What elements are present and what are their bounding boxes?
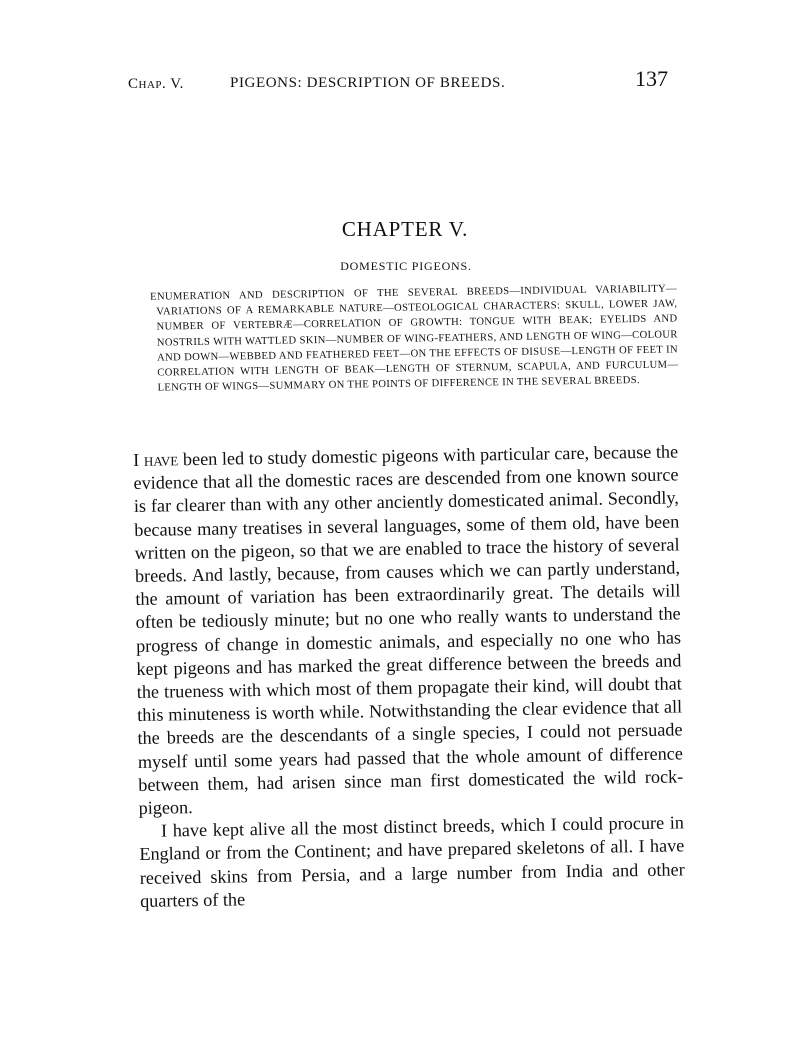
paragraph-2: I have kept alive all the most distinct breeds, which I could procure in England or from the Continent; and have prepared skeletons of all. I have received skins from Persia, and a large number from India and other quarters of the [139, 812, 685, 911]
paragraph-lead: I have [133, 449, 179, 470]
chapter-synopsis: ENUMERATION AND DESCRIPTION OF THE SEVERAL BREEDS—INDIVIDUAL VARIABILITY—VARIATIONS OF A REMARKABLE NATURE—OSTEOLOGICAL CHARACTERS: SKULL, LOWER JAW, NUMBER OF VERTEBRÆ—CORRELATION OF GROWTH: TONGUE WITH BEAK; EYELIDS AND NOSTRILS WITH WATTLED SKIN—NUMBER OF WING-FEATHERS, AND LENGTH OF WING—COLOUR AND DOWN—WEBBED AND FEATHERED FEET—ON THE EFFECTS OF DISUSE—LENGTH OF FEET IN CORRELATION WITH LENGTH OF BEAK—LENGTH OF STERNUM, SCAPULA, AND FURCULUM—LENGTH OF WINGS—SUMMARY ON THE POINTS OF DIFFERENCE IN THE SEVERAL BREEDS. [150, 283, 679, 394]
paragraph-1-text: been led to study domestic pigeons with particular care, because the evidence that all the domestic races are descended from one known source is far clearer than with any other anciently domesticated animal. Secondly, because many treatises in several languages, some of them old, have been written on the pigeon, so that we are enabled to trace the history of several breeds. And lastly, because, from causes which we can partly understand, the amount of variation has been extraordinarily great. The details will often be tediously minute; but no one who really wants to understand the progress of change in domestic animals, and especially no one who has kept pigeons and has marked the great difference between the breeds and the trueness with which most of them propagate their kind, will doubt that this minuteness is worth while. Notwithstanding the clear evidence that all the breeds are the descendants of a single species, I could not persuade myself until some years had passed that the whole amount of difference between them, had arisen since man first domesticated the wild rock-pigeon. [133, 441, 684, 819]
running-head-chapter: Chap. V. [128, 76, 184, 92]
chapter-title: CHAPTER V. [341, 217, 469, 241]
paragraph-1 [133, 440, 684, 820]
body-text [133, 440, 685, 913]
running-head [128, 66, 668, 96]
running-head-title: PIGEONS: DESCRIPTION OF BREEDS. [230, 75, 506, 91]
chapter-subtitle: DOMESTIC PIGEONS. [340, 259, 472, 273]
page-number: 137 [635, 66, 668, 91]
